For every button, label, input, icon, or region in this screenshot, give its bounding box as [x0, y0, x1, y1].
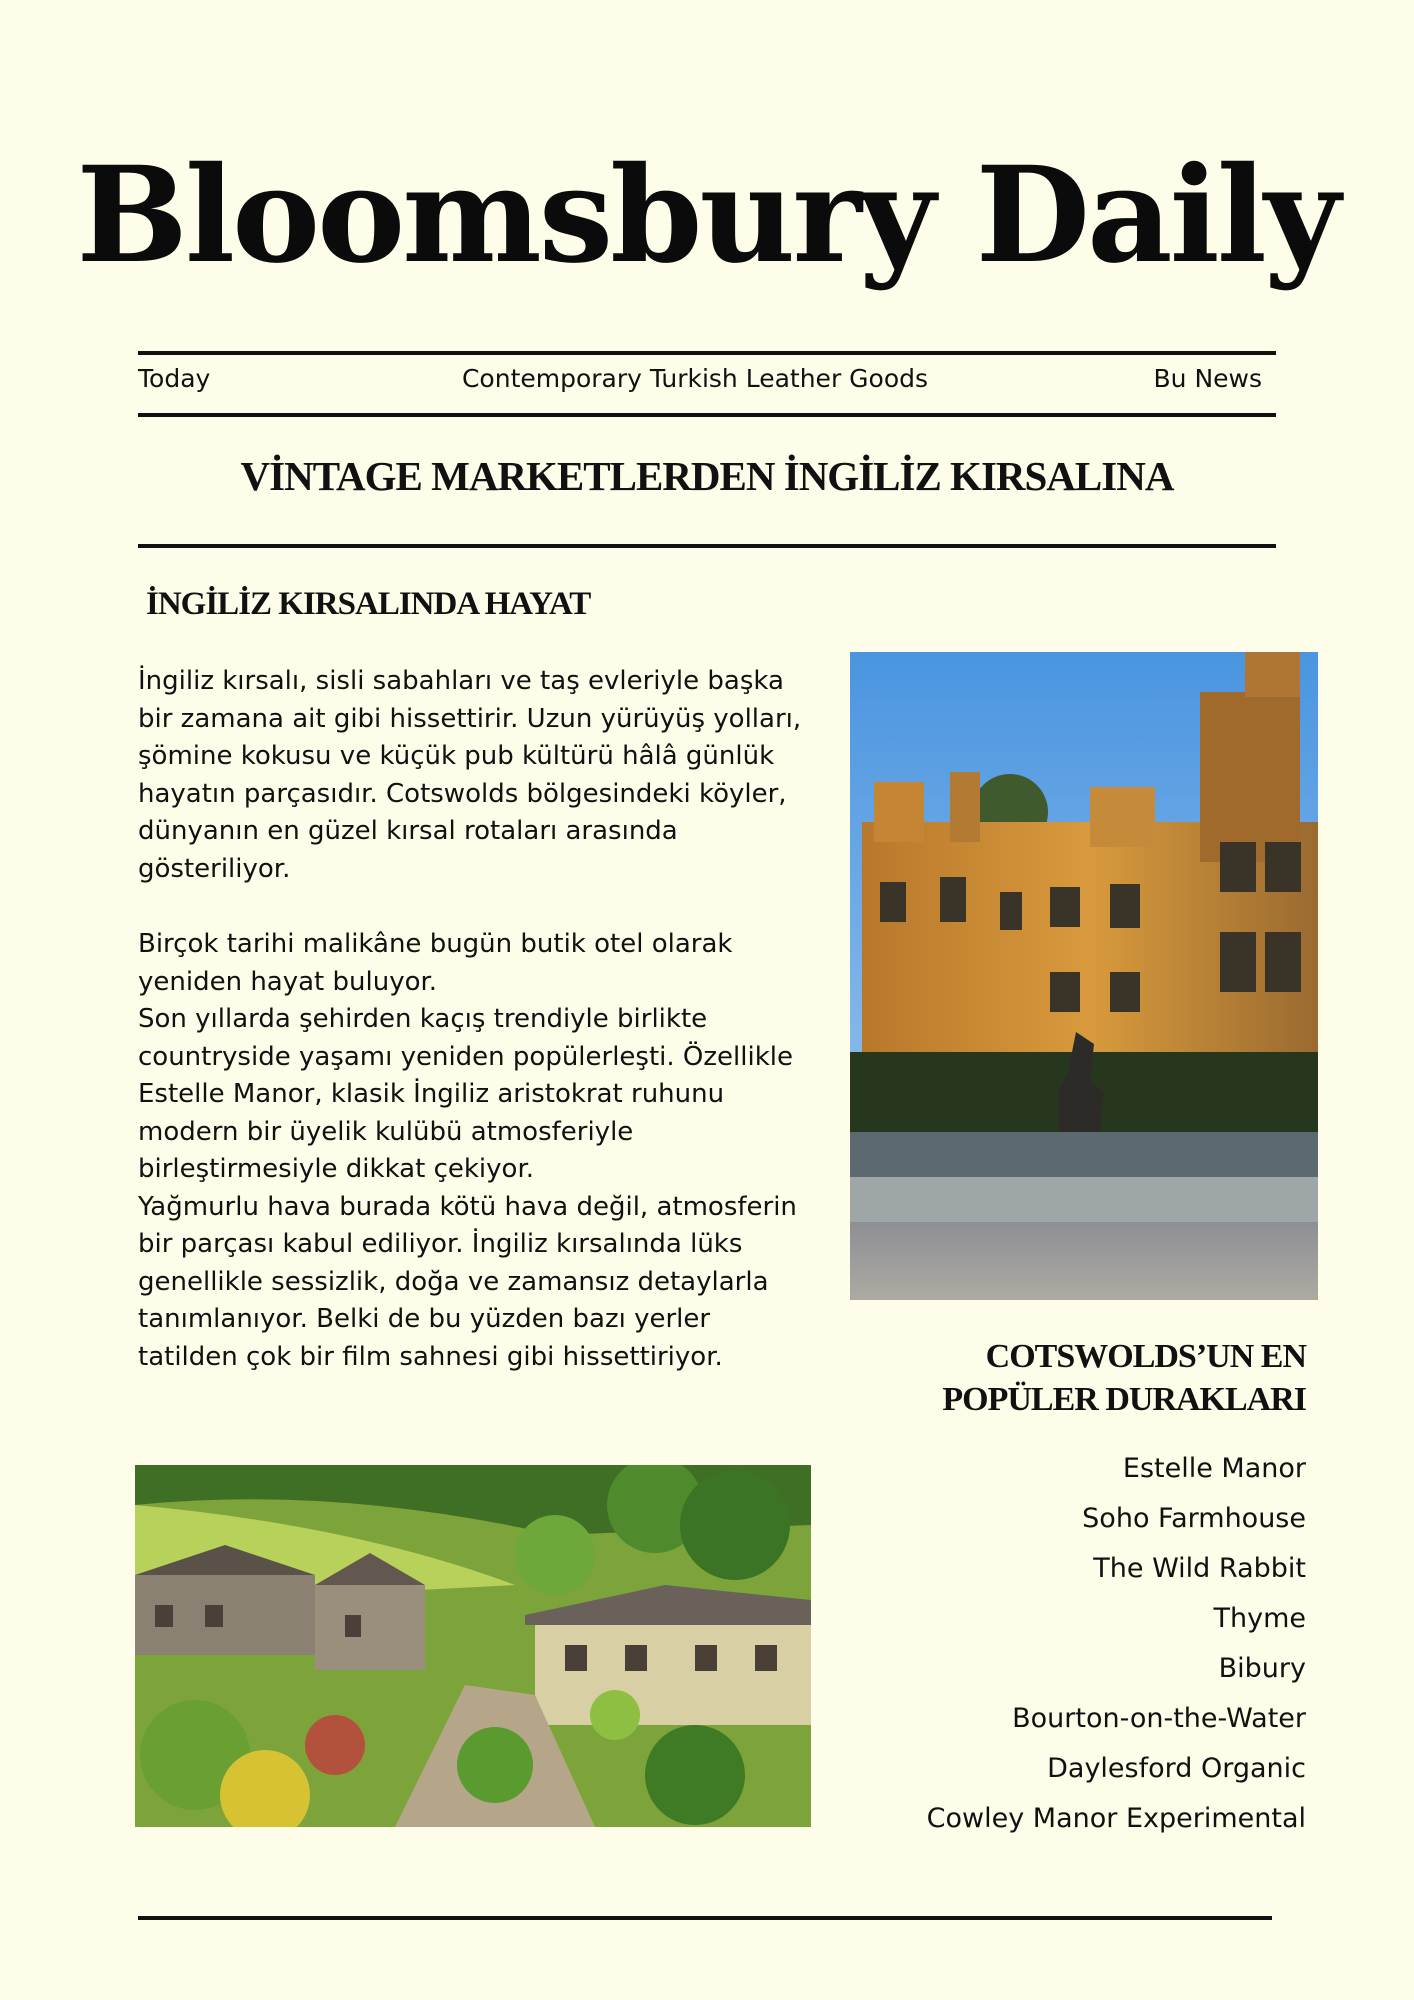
article-paragraph-2: Birçok tarihi malikâne bugün butik otel olarak yeniden hayat buluyor. Son yıllarda şehirden kaçış trendiyle birlikte countryside yaşamı yeniden popülerleşti. Özellikle Estelle Manor, klasik İngiliz aristokrat ruhunu modern bir üyelik kulübü atmosferiyle birleştirmesiyle dikkat çekiyor. Yağmurlu hava burada kötü hava değil, atmosferin bir parçası kabul ediliyor. İngiliz kırsalında lüks genellikle sessizlik, doğa ve zamansız detaylarla tanımlanıyor. Belki de bu yüzden bazı yerler tatilden çok bir film sahnesi gibi hissettiriyor.: [138, 929, 797, 1372]
list-item: The Wild Rabbit: [1093, 1553, 1306, 1584]
sidebar-title-line-1: COTSWOLDS’UN EN: [985, 1338, 1306, 1375]
rule-top: [138, 351, 1276, 355]
section-title: İNGİLİZ KIRSALINDA HAYAT: [146, 586, 591, 622]
meta-publisher: Bu News: [1153, 364, 1262, 393]
list-item: Cowley Manor Experimental: [926, 1803, 1306, 1834]
masthead-title: Bloomsbury Daily: [76, 138, 1338, 293]
meta-date: Today: [138, 364, 211, 393]
stops-list: [746, 1449, 1306, 1849]
list-item: Bourton-on-the-Water: [1012, 1703, 1306, 1734]
headline: VİNTAGE MARKETLERDEN İNGİLİZ KIRSALINA: [240, 453, 1174, 499]
article-paragraph-1: İngiliz kırsalı, sisli sabahları ve taş evleriyle başka bir zamana ait gibi hissettirir. Uzun yürüyüş yolları, şömine kokusu ve küçük pub kültürü hâlâ günlük hayatın parçasıdır. Cotswolds bölgesindeki köyler, dünyanın en güzel kırsal rotaları arasında gösteriliyor.: [138, 666, 802, 884]
list-item: Estelle Manor: [1122, 1453, 1306, 1484]
sidebar-title-line-2: POPÜLER DURAKLARI: [942, 1381, 1306, 1418]
sidebar-title: [806, 1335, 1306, 1421]
manor-photo: [850, 652, 1318, 1300]
list-item: Thyme: [1213, 1603, 1306, 1634]
village-photo: [135, 1465, 811, 1827]
rule-under-meta: [138, 413, 1276, 417]
list-item: Daylesford Organic: [1047, 1753, 1306, 1784]
list-item: Soho Farmhouse: [1082, 1503, 1306, 1534]
list-item: Bibury: [1218, 1653, 1306, 1684]
rule-bottom: [138, 1916, 1272, 1920]
meta-section: Contemporary Turkish Leather Goods: [461, 364, 929, 393]
rule-under-headline: [138, 544, 1276, 548]
